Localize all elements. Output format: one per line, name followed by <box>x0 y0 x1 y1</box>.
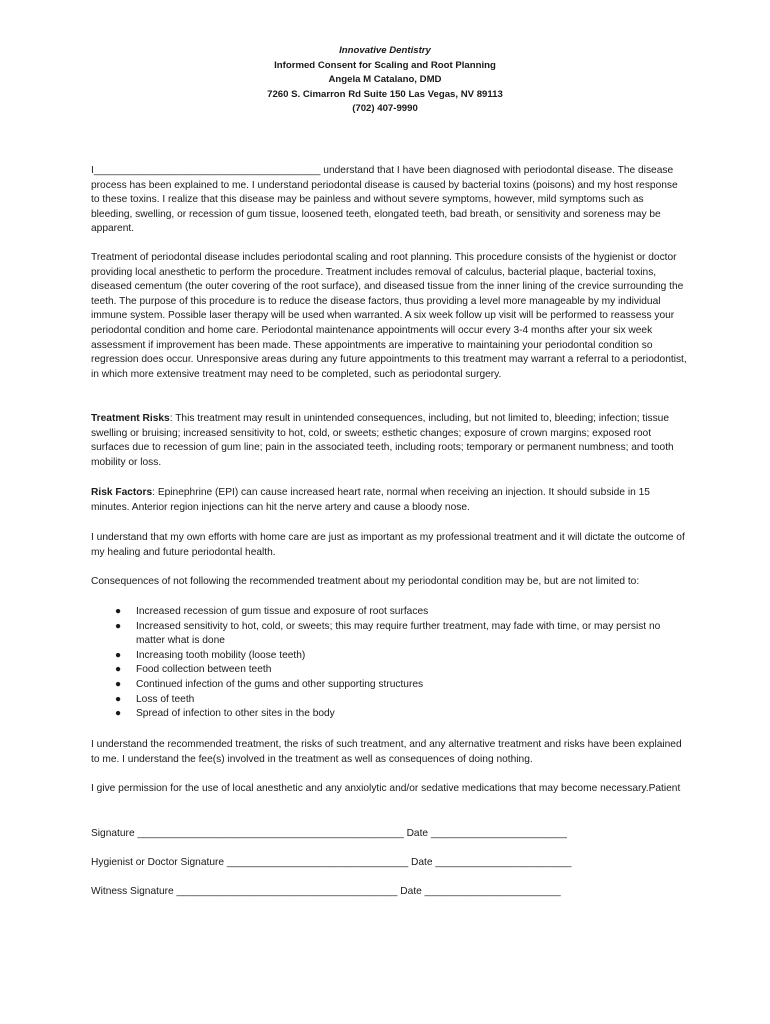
list-item: ● Spread of infection to other sites in the body <box>115 707 687 722</box>
bullet-icon: ● <box>115 649 122 661</box>
bullet-icon: ● <box>115 678 122 690</box>
list-item: ● Increased recession of gum tissue and exposure of root surfaces <box>115 605 687 620</box>
hygienist-signature-line[interactable]: Hygienist or Doctor Signature ________________________________ Date ________________________ <box>91 857 572 868</box>
treatment-risks-text: : This treatment may result in unintended consequences, including, but not limited to, bleeding; infection; tissue swelling or bruising; increased sensitivity to hot, cold, or sweets; esthetic changes; exposure of crown margins; exposed root surfaces due to recession of gum line; pain in the associated teeth, including roots; temporary or permanent numbness; and tooth mobility or loss. <box>91 413 674 468</box>
list-item: ● Increasing tooth mobility (loose teeth) <box>115 649 687 664</box>
practice-phone: (702) 407-9990 <box>352 103 418 114</box>
home-care-paragraph: I understand that my own efforts with home care are just as important as my professional treatment and it will dictate the outcome of my healing and future periodontal health. <box>91 532 685 558</box>
witness-signature-line[interactable]: Witness Signature _______________________________________ Date ________________________ <box>91 886 561 897</box>
consequences-intro: Consequences of not following the recommended treatment about my periodontal condition may be, but are not limited to: <box>91 576 640 587</box>
consequences-list <box>115 605 687 722</box>
list-item: ● Loss of teeth <box>115 693 687 708</box>
risk-factors-label: Risk Factors <box>91 487 153 498</box>
doctor-name: Angela M Catalano, DMD <box>328 74 442 85</box>
list-item: ● Continued infection of the gums and other supporting structures <box>115 678 687 693</box>
treatment-risks-paragraph <box>91 412 687 470</box>
treatment-paragraph: Treatment of periodontal disease includes periodontal scaling and root planning. This procedure consists of the hygienist or doctor providing local anesthetic to perform the procedure. Treatment includes removal of calculus, bacterial plaque, bacterial toxins, diseased cementum (the outer covering of the root surface), and diseased tissue from the inner lining of the crevice surrounding the teeth. The purpose of this procedure is to reduce the disease factors, thus providing a level more manageable by my individual immune system. Possible laser therapy will be used when warranted. A six week follow up visit will be performed to reassess your periodontal condition and home care. Periodontal maintenance appointments will occur every 3-4 months after your six week assessment if improvement has been made. These appointments are imperative to maintaining your periodontal condition so regression does occur. Unresponsive areas during any future appointments to this treatment may warrant a referral to a periodontist, in which more extensive treatment may need to be completed, such as periodontal surgery. <box>91 252 687 380</box>
practice-address: 7260 S. Cimarron Rd Suite 150 Las Vegas, NV 89113 <box>267 88 503 100</box>
treatment-risks-label: Treatment Risks <box>91 413 170 424</box>
list-item: ● Food collection between teeth <box>115 663 687 678</box>
risk-factors-paragraph <box>91 486 687 515</box>
document-header <box>0 44 770 117</box>
risk-factors-text: : Epinephrine (EPI) can cause increased heart rate, normal when receiving an injection. It should subside in 15 minutes. Anterior region injections can hit the nerve artery and cause a bloody nose. <box>91 487 650 513</box>
list-item: ● Increased sensitivity to hot, cold, or sweets; this may require further treatment, may fade with time, or may persist no matter what is done <box>115 620 661 647</box>
bullet-icon: ● <box>115 620 122 632</box>
intro-paragraph: I________________________________________ understand that I have been diagnosed with periodontal disease. The disease process has been explained to me. I understand periodontal disease is caused by bacterial toxins (poisons) and my host response to these toxins. I realize that this disease may be painless and without severe symptoms, however, mild symptoms such as bleeding, swelling, or recession of gum tissue, loosened teeth, elongated teeth, bad breath, or sensitivity and soreness may be apparent. <box>91 165 678 235</box>
practice-name: Innovative Dentistry <box>339 45 431 56</box>
bullet-icon: ● <box>115 693 122 705</box>
bullet-icon: ● <box>115 664 122 676</box>
patient-signature-line[interactable]: Signature _______________________________________________ Date ________________________ <box>91 828 567 839</box>
understanding-paragraph: I understand the recommended treatment, the risks of such treatment, and any alternative treatment and risks have been explained to me. I understand the fee(s) involved in the treatment as well as consequences of doing nothing. <box>91 739 682 765</box>
bullet-icon: ● <box>115 606 122 617</box>
permission-paragraph: I give permission for the use of local anesthetic and any anxiolytic and/or sedative medications that may become necessary.Patient <box>91 783 681 794</box>
bullet-icon: ● <box>115 708 122 720</box>
document-title: Informed Consent for Scaling and Root Planning <box>274 59 496 71</box>
